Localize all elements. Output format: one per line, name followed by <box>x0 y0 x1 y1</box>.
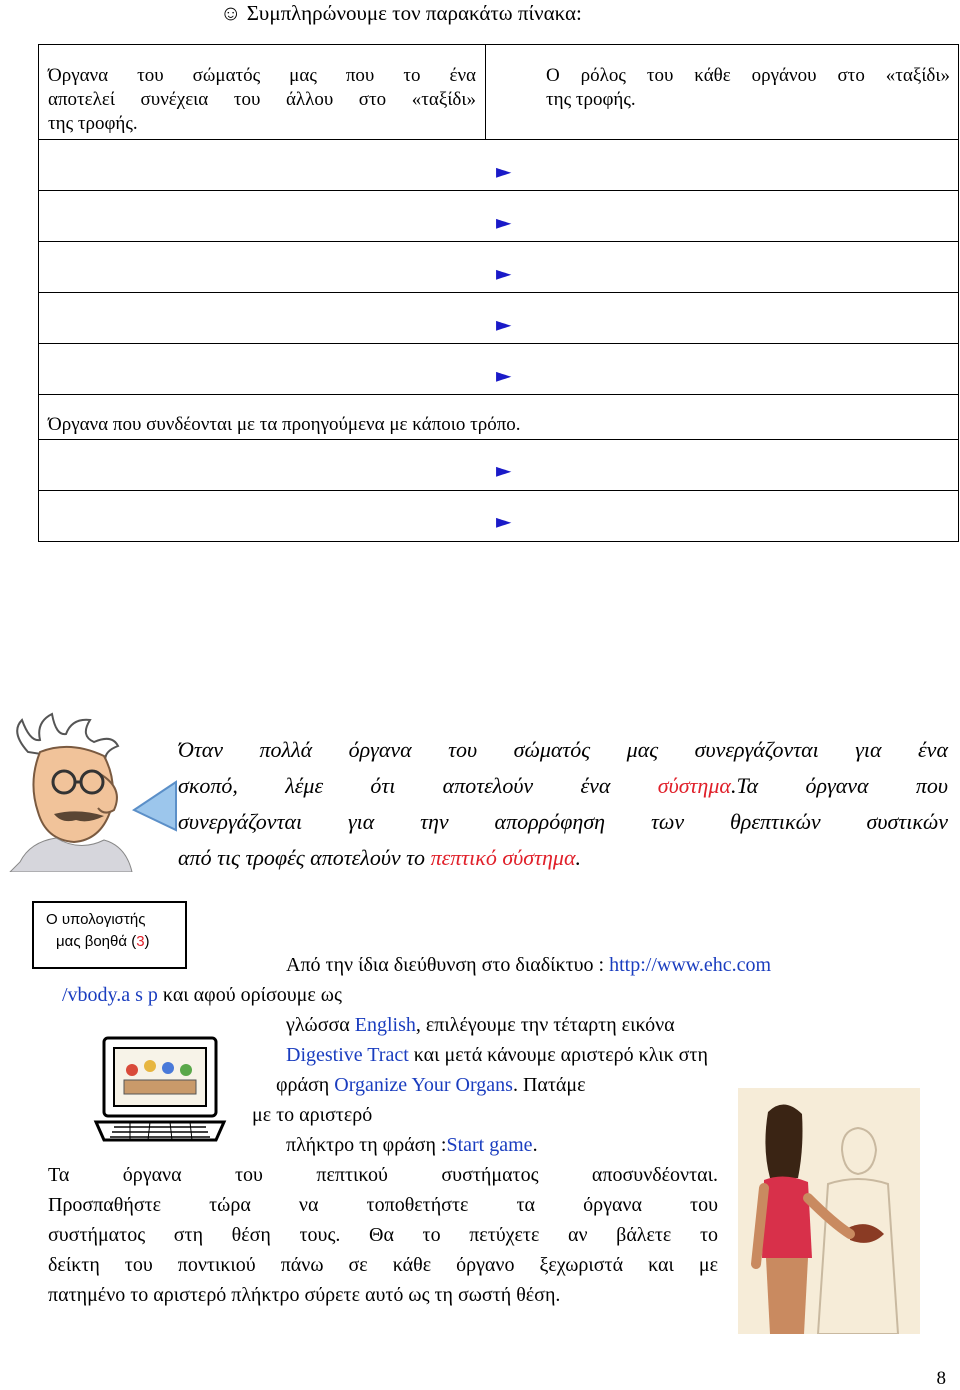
computer-helper-box: Ο υπολογιστής μας βοηθά (3) <box>32 901 187 969</box>
instruction-line-7: πλήκτρο τη φράση :Start game. <box>286 1134 538 1156</box>
arrow-icon: ► <box>496 312 512 336</box>
instruction-line-4: Digestive Tract και μετά κάνουμε αριστερό κλικ στη <box>286 1044 708 1066</box>
arrow-icon: ► <box>496 458 512 482</box>
arrow-icon: ► <box>496 509 512 533</box>
option-english: English <box>354 1014 416 1036</box>
anatomy-illustration <box>738 1088 920 1334</box>
instruction-line-6: με το αριστερό <box>252 1104 373 1126</box>
option-digestive-tract: Digestive Tract <box>286 1044 409 1066</box>
instruction-line-1: Από την ίδια διεύθυνση στο διαδίκτυο : http://www.ehc.com <box>286 954 772 976</box>
term-system: σύστημα <box>657 773 731 798</box>
header-right-text: Ο ρόλος του κάθε οργάνου στο «ταξίδι» της τροφής. <box>546 65 950 110</box>
closing-line: πατημένο το αριστερό πλήκτρο σύρετε αυτό ως τη σωστή θέση. <box>48 1284 561 1306</box>
computer-illustration <box>90 1034 230 1144</box>
professor-illustration <box>0 712 180 872</box>
intro-line: Όταν πολλά όργανα του σώματός μας συνεργάζονται για ένα <box>178 737 948 762</box>
smiley-icon: ☺ <box>220 1 242 25</box>
closing-line: δείκτη του ποντικιού πάνω σε κάθε όργανο ξεχωριστά και με <box>48 1254 718 1276</box>
arrow-icon: ► <box>496 363 512 387</box>
intro-line: σκοπό, λέμε ότι αποτελούν ένα σύστημα.Τα όργανα που <box>178 773 949 798</box>
closing-paragraph <box>48 1160 718 1310</box>
phrase-organize-your-organs: Organize Your Organs <box>334 1074 513 1096</box>
heading-text: Συμπληρώνουμε τον παρακάτω πίνακα: <box>246 1 582 25</box>
arrow-icon: ► <box>496 261 512 285</box>
girl-with-body-chart-image <box>738 1088 920 1334</box>
closing-line: Τα όργανα του πεπτικού συστήματος αποσυνδέονται. <box>48 1164 718 1186</box>
page-number: 8 <box>936 1368 946 1389</box>
instruction-line-2: /vbody.a s p και αφού ορίσουμε ως <box>62 984 342 1006</box>
phrase-start-game: Start game <box>446 1134 533 1156</box>
website-link-path[interactable]: /vbody.a s p <box>62 984 158 1006</box>
closing-line: συστήματος στη θέση τους. Θα το πετύχετε αν βάλετε το <box>48 1224 718 1246</box>
page-heading <box>220 0 582 26</box>
professor-image <box>0 712 180 872</box>
intro-line: από τις τροφές αποτελούν το πεπτικό σύστημα. <box>178 845 581 870</box>
closing-line: Προσπαθήστε τώρα να τοποθετήστε τα όργανα του <box>48 1194 718 1216</box>
computer-icon <box>90 1034 230 1144</box>
arrow-icon: ► <box>496 159 512 183</box>
header-left-text: Όργανα του σώματός μας που το ένα αποτελεί συνέχεια του άλλου στο «ταξίδι» της τροφής. <box>48 65 476 134</box>
term-digestive-system: πεπτικό σύστημα <box>430 845 576 870</box>
instruction-line-5: φράση Organize Your Organs. Πατάμε <box>276 1074 586 1096</box>
website-link[interactable]: http://www.ehc.com <box>609 954 772 976</box>
intro-paragraph <box>178 732 948 876</box>
section-label: Όργανα που συνδέονται με τα προηγούμενα με κάποιο τρόπο. <box>48 414 521 435</box>
intro-line: συνεργάζονται για την απορρόφηση των θρεπτικών συστικών <box>178 809 948 834</box>
instruction-line-3: γλώσσα English, επιλέγουμε την τέταρτη εικόνα <box>286 1014 675 1036</box>
arrow-icon: ► <box>496 210 512 234</box>
